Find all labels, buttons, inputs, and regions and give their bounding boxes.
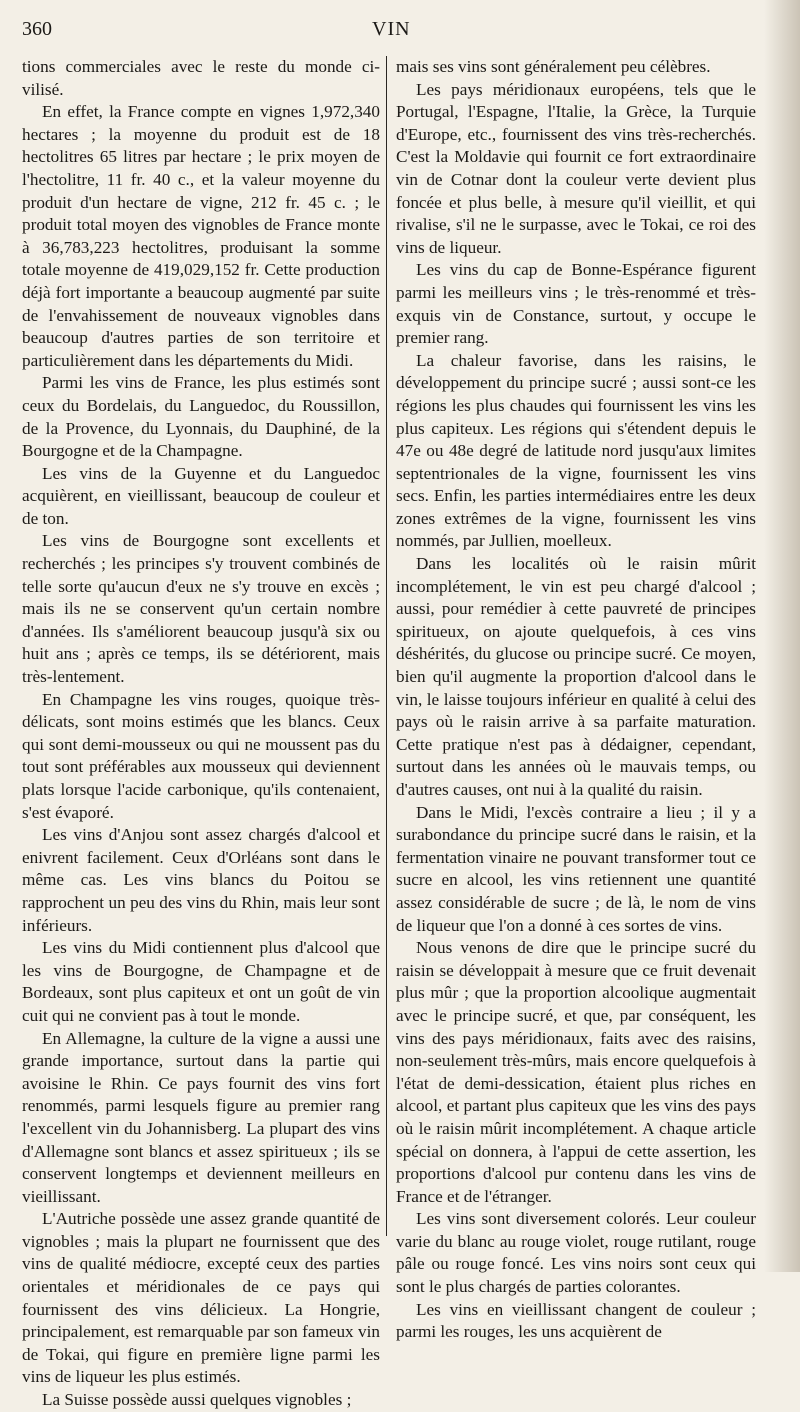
paragraph: L'Autriche possède une assez grande quantité de vignobles ; mais la plupart ne fournissent que des vins de qualité médiocre, excepté ceux des parties orientales et méridionales de ce pays qui fournissent des vins délicieux. La Hongrie, principalement, est remarquable par son fameux vin de Tokai, qui figure en première ligne parmi les vins de liqueur les plus estimés.	[22, 1209, 380, 1387]
paragraph: mais ses vins sont généralement peu célèbres.	[396, 57, 711, 76]
paragraph: Nous venons de dire que le principe sucré du raisin se développait à mesure que ce fruit devenait plus mûr ; que la proportion alcoolique augmentait avec le principe sucré, et que, par conséquent, les vins des pays méridionaux, faits avec des raisins, non-seulement très-mûrs, mais encore quelquefois à l'état de demi-dessication, étaient plus riches en alcool, et partant plus capiteux que les vins des pays où le raisin mûrit incomplétement. A chaque article spécial on donnera, à l'appui de cette assertion, les proportions d'alcool pur contenu dans les vins de France et de l'étranger.	[396, 938, 756, 1206]
paragraph: Les vins du Midi contiennent plus d'alcool que les vins de Bourgogne, de Champagne et de Bordeaux, sont plus capiteux et ont un goût de vin cuit qui ne convient pas à tout le monde.	[22, 938, 380, 1025]
right-column	[396, 56, 756, 1344]
paragraph: Dans les localités où le raisin mûrit incomplétement, le vin est peu chargé d'alcool ; aussi, pour remédier à cette pauvreté de principes spiritueux, on ajoute quelquefois, à ces vins déshérités, du glucose ou principe sucré. Ce moyen, bien qu'il augmente la proportion d'alcool dans le vin, le laisse toujours inférieur en qualité à celui des pays où le raisin arrive à sa parfaite maturation. Cette pratique n'est pas à dédaigner, cependant, surtout dans les années où le mauvais temps, ou d'autres causes, ont nui à la qualité du raisin.	[396, 554, 756, 799]
paragraph: Les vins en vieillissant changent de couleur ; parmi les rouges, les uns acquièrent de	[396, 1299, 756, 1342]
page-edge-shadow	[764, 0, 800, 1272]
running-head: VIN	[372, 18, 411, 40]
paragraph: Dans le Midi, l'excès contraire a lieu ; il y a surabondance du principe sucré dans le raisin, et la fermentation vinaire ne pouvant transformer tout ce sucre en alcool, les vins retiennent une quantité assez considérable de sucre ; de là, le nom de vins de liqueur que l'on a donné à ces sortes de vins.	[396, 802, 756, 935]
paragraph: tions commerciales avec le reste du monde ci-vilisé.	[22, 57, 380, 99]
paragraph: Les vins sont diversement colorés. Leur couleur varie du blanc au rouge violet, rouge rutilant, rouge pâle ou rouge foncé. Les vins noirs sont ceux qui sont le plus chargés de parties colorantes.	[396, 1209, 756, 1297]
column-divider	[386, 56, 387, 1236]
paragraph: En Champagne les vins rouges, quoique très-délicats, sont moins estimés que les blancs. Ceux qui sont demi-mousseux ou qui ne moussent pas du tout sont préférables aux mousseux qui deviennent plats lorsque l'acide carbonique, qu'ils contenaient, s'est évaporé.	[22, 689, 380, 822]
paragraph: Les vins d'Anjou sont assez chargés d'alcool et enivrent facilement. Ceux d'Orléans sont dans le même cas. Les vins blancs du Poitou se rapprochent un peu des vins du Rhin, mais leur sont inférieurs.	[22, 825, 380, 935]
left-column	[22, 56, 380, 1412]
paragraph: Les vins de la Guyenne et du Languedoc acquièrent, en vieillissant, beaucoup de couleur et de ton.	[22, 463, 380, 528]
paragraph: La chaleur favorise, dans les raisins, le développement du principe sucré ; aussi sont-ce les régions les plus chaudes qui fournissent les vins les plus capiteux. Les régions qui s'étendent depuis le 47e ou 48e degré de latitude nord jusqu'aux limites septentrionales de la vigne, fournissent les vins secs. Enfin, les parties intermédiaires entre les deux zones extrêmes de la vigne, fournissent les vins nommés, par Jullien, moelleux.	[396, 350, 756, 551]
paragraph: Les vins du cap de Bonne-Espérance figurent parmi les meilleurs vins ; le très-renommé et très-exquis vin de Constance, surtout, y occupe le premier rang.	[396, 260, 756, 348]
paragraph: En Allemagne, la culture de la vigne a aussi une grande importance, surtout dans la partie qui avoisine le Rhin. Ce pays fournit des vins fort renommés, parmi lesquels figure au premier rang l'excellent vin du Johannisberg. La plupart des vins d'Allemagne sont blancs et assez spiritueux ; ils se conservent longtemps et deviennent meilleurs en vieillissant.	[22, 1028, 380, 1206]
page-number: 360	[22, 18, 52, 40]
paragraph: Les pays méridionaux européens, tels que le Portugal, l'Espagne, l'Italie, la Grèce, la Turquie d'Europe, etc., fournissent des vins très-recherchés. C'est la Moldavie qui fournit ce fort extraordinaire vin de Cotnar dont la couleur verte devient plus foncée et plus belle, à mesure qu'il vieillit, et qui rivalise, s'il ne le surpasse, avec le Tokai, ce roi des vins de liqueur.	[396, 79, 756, 257]
paragraph: Parmi les vins de France, les plus estimés sont ceux du Bordelais, du Languedoc, du Roussillon, de la Provence, du Lyonnais, du Dauphiné, de la Bourgogne et de la Champagne.	[22, 373, 380, 461]
paragraph: La Suisse possède aussi quelques vignobles ;	[42, 1390, 352, 1410]
paragraph: Les vins de Bourgogne sont excellents et recherchés ; les principes s'y trouvent combinés de telle sorte qu'aucun d'eux ne s'y trouve en excès ; mais ils ne se conservent qu'un certain nombre d'années. Ils s'améliorent beaucoup jusqu'à six ou huit ans ; après ce temps, ils se détériorent, mais très-lentement.	[22, 531, 380, 687]
paragraph: En effet, la France compte en vignes 1,972,340 hectares ; la moyenne du produit est de 18 hectolitres 65 litres par hectare ; le prix moyen de l'hectolitre, 11 fr. 40 c., et la valeur moyenne du produit d'un hectare de vigne, 212 fr. 45 c. ; le produit total moyen des vignobles de France monte à 36,783,223 hectolitres, produisant la somme totale moyenne de 419,029,152 fr. Cette production déjà fort importante a beaucoup augmenté par suite de l'envahissement de nouveaux vignobles dans beaucoup d'autres parties de son territoire et particulièrement dans les départements du Midi.	[22, 102, 380, 370]
